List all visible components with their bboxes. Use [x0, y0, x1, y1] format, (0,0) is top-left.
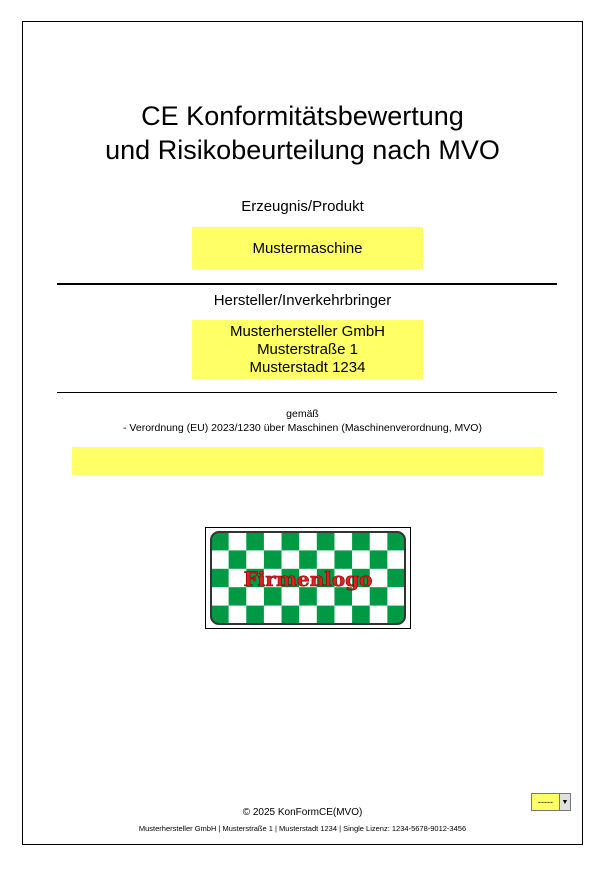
- logo-checker-cell: [370, 532, 388, 551]
- logo-checker-cell: [387, 550, 405, 569]
- logo-checker-cell: [229, 532, 247, 551]
- manufacturer-name: Musterhersteller GmbH: [229, 322, 386, 340]
- logo-checker-cell: [317, 606, 335, 625]
- logo-checker-cell: [211, 587, 229, 606]
- document-title: [23, 99, 582, 167]
- product-name: Mustermaschine: [252, 239, 363, 257]
- product-label: Erzeugnis/Produkt: [241, 198, 364, 215]
- logo-checker-cell: [370, 606, 388, 625]
- divider-thin: [57, 392, 557, 393]
- additional-regulation-field[interactable]: [72, 447, 543, 475]
- regulation-text: - Verordnung (EU) 2023/1230 über Maschinen (Maschinenverordnung, MVO): [123, 422, 482, 434]
- manufacturer-label: Hersteller/Inverkehrbringer: [213, 292, 392, 309]
- logo-checker-cell: [229, 606, 247, 625]
- logo-checker-cell: [334, 532, 352, 551]
- manufacturer-street: Musterstraße 1: [257, 340, 358, 358]
- logo-checker-cell: [246, 532, 264, 551]
- footer-info: Musterhersteller GmbH | Musterstraße 1 | Musterstadt 1234 | Single Lizenz: 1234-5678-9012-3456: [138, 824, 467, 833]
- copyright: © 2025 KonFormCE(MVO): [242, 807, 363, 818]
- logo-checker-cell: [264, 532, 282, 551]
- logo-checker-cell: [282, 606, 300, 625]
- status-select-value: -----: [538, 797, 553, 807]
- logo-checker-cell: [352, 532, 370, 551]
- title-line-1: CE Konformitätsbewertung: [141, 101, 464, 131]
- status-select[interactable]: [531, 793, 571, 811]
- logo-checker-cell: [211, 569, 229, 588]
- manufacturer-city: Musterstadt 1234: [249, 358, 366, 376]
- dropdown-arrow-icon[interactable]: ▼: [559, 794, 570, 810]
- logo-checker-cell: [352, 606, 370, 625]
- logo-checker-cell: [317, 532, 335, 551]
- logo-checker-cell: [282, 532, 300, 551]
- document-page: [22, 21, 583, 845]
- according-label: gemäß: [286, 408, 319, 420]
- logo-checker-cell: [387, 587, 405, 606]
- logo-graphic: [206, 528, 410, 628]
- logo-checker-cell: [299, 532, 317, 551]
- logo-checker-cell: [387, 569, 405, 588]
- logo-checker-cell: [264, 606, 282, 625]
- manufacturer-field[interactable]: [192, 320, 423, 379]
- logo-checker-cell: [334, 606, 352, 625]
- product-name-field[interactable]: [192, 227, 423, 269]
- logo-checker-cell: [299, 606, 317, 625]
- company-logo: [205, 527, 411, 629]
- logo-checker-cell: [211, 550, 229, 569]
- title-line-2: und Risikobeurteilung nach MVO: [105, 135, 500, 165]
- divider-thick: [57, 283, 557, 285]
- logo-text: Firmenlogo: [243, 567, 373, 591]
- logo-checker-cell: [246, 606, 264, 625]
